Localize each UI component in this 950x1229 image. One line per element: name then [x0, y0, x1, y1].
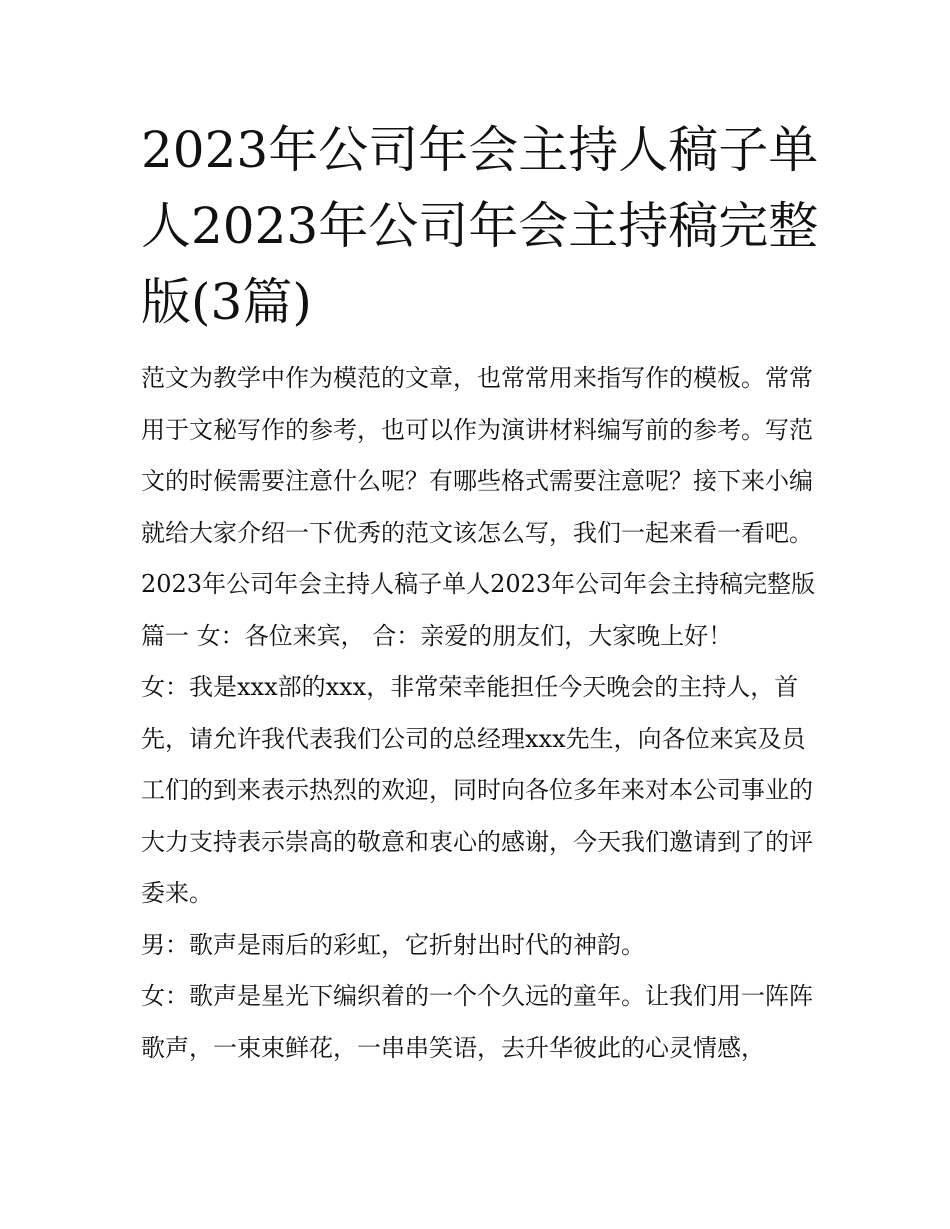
paragraph-intro: 范文为教学中作为模范的文章，也常常用来指写作的模板。常常用于文秘写作的参考，也可以作为演讲材料编写前的参考。写范文的时候需要注意什么呢？有哪些格式需要注意呢？接下来小编就给大家介绍一下优秀的范文该怎么写，我们一起来看一看吧。 [141, 364, 813, 547]
paragraph-male-host: 男：歌声是雨后的彩虹，它折射出时代的神韵。 [141, 930, 645, 959]
paragraph-female-host-welcome: 女：我是xxx部的xxx，非常荣幸能担任今天晚会的主持人，首先，请允许我代表我们公司的总经理xxx先生，向各位来宾及员工们的到来表示热烈的欢迎，同时向各位多年来对本公司事业的大力支持表示崇高的敬意和衷心的感谢，今天我们邀请到了的评委来。 [141, 673, 813, 907]
document-body [141, 353, 821, 1074]
paragraph-opening: 2023年公司年会主持人稿子单人2023年公司年会主持稿完整版篇一 女：各位来宾， 合：亲爱的朋友们，大家晚上好！ [141, 570, 816, 650]
document-title: 2023年公司年会主持人稿子单人2023年公司年会主持稿完整版(3篇) [141, 121, 819, 331]
paragraph-female-host: 女：歌声是星光下编织着的一个个久远的童年。让我们用一阵阵歌声，一束束鲜花，一串串笑语，去升华彼此的心灵情感， [141, 982, 813, 1062]
